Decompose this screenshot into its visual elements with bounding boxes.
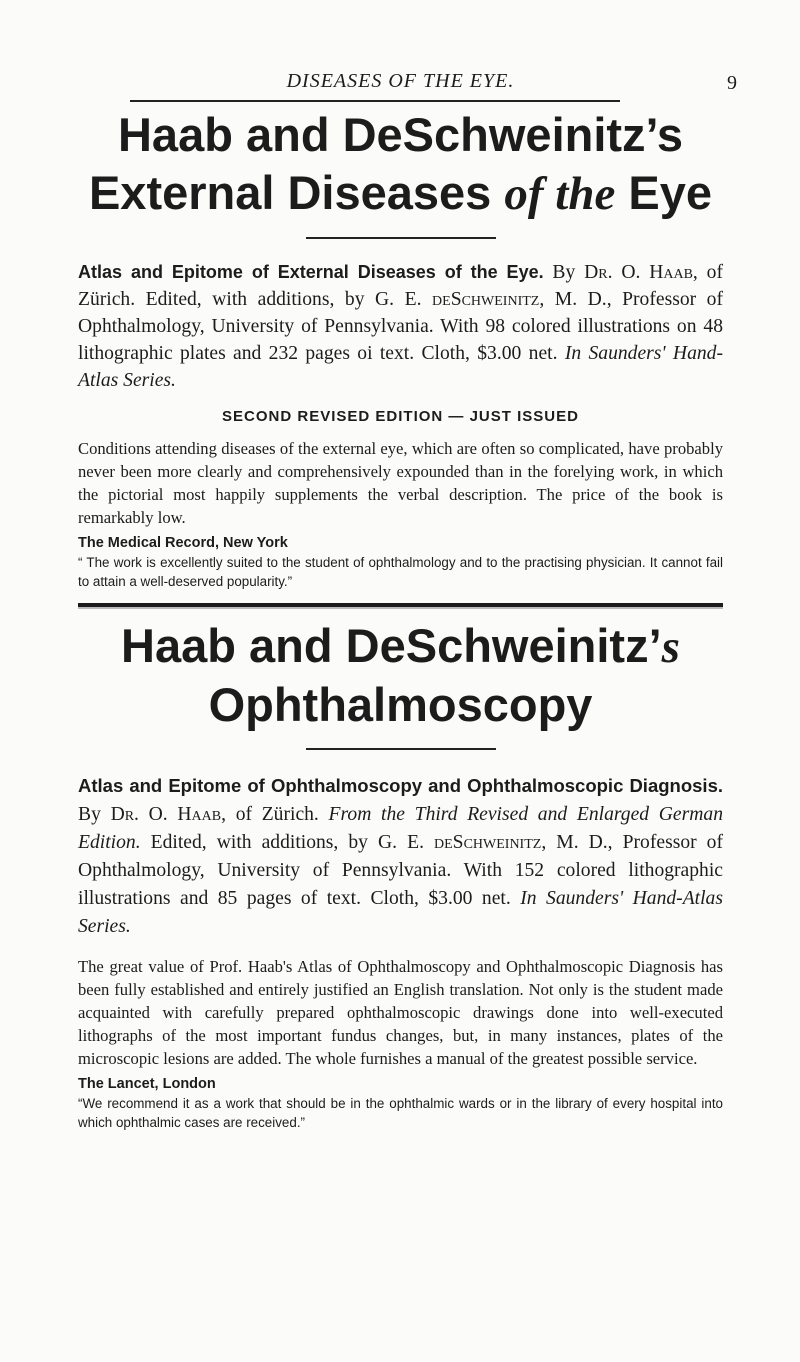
book-title-line1 <box>78 617 723 676</box>
title-of-the: of the <box>504 168 616 220</box>
editor-name: deSchweinitz, <box>434 832 547 853</box>
title-rule <box>306 748 496 750</box>
book-blurb: Conditions attending diseases of the external eye, which are often so complicated, have probably never been more clearly and comprehensively expounded than in the forelying work, in which the pictorial most happily supplements the verbal description. The price of the book is remarkably low. <box>78 439 723 527</box>
book-lead: Atlas and Epitome of Ophthalmoscopy and Ophthalmoscopic Diagnosis. <box>78 775 723 796</box>
title-part-eye: Eye <box>615 166 713 219</box>
edition-source: From the Third Revised and Enlarged German Edition. <box>78 804 723 853</box>
desc-text: of Zürich. <box>226 804 329 825</box>
section-divider <box>78 603 723 607</box>
edition-notice: SECOND REVISED EDITION — JUST ISSUED <box>222 408 579 425</box>
page <box>78 0 737 1132</box>
book-description <box>78 772 723 941</box>
desc-text: of Zürich. Edited, with additions, by G. E. <box>78 262 723 310</box>
book-entry-external-diseases <box>78 106 723 591</box>
running-head <box>78 0 737 98</box>
title-part: Haab and DeSchweinitz’ <box>121 619 662 672</box>
author-name: Dr. O. Haab, <box>110 804 226 825</box>
title-rule <box>306 237 496 239</box>
running-head-title: DISEASES OF THE EYE. <box>286 70 515 92</box>
desc-text: M. D., Professor of Ophthalmology, University of Pennsylvania. With 152 colored lithographic illustrations and 85 pages of text. Cloth, $3.00 net. <box>78 832 723 909</box>
book-description <box>78 259 723 394</box>
author-name: Dr. O. Haab, <box>584 262 698 283</box>
page-number: 9 <box>727 72 737 94</box>
review-quote: “ The work is excellently suited to the student of ophthalmology and to the practising physician. It cannot fail to attain a well-deserved popularity.” <box>78 555 723 589</box>
desc-text: M. D., Professor of Ophthalmology, University of Pennsylvania. With 98 colored illustrations on 48 lithographic plates and 232 pages oi text. Cloth, $3.00 net. <box>78 289 724 364</box>
desc-by: By <box>543 262 585 283</box>
book-title-line2: Ophthalmoscopy <box>208 678 593 731</box>
review-source: The Lancet, London <box>78 1076 216 1092</box>
header-rule <box>130 100 620 102</box>
editor-name: deSchweinitz, <box>432 289 545 310</box>
title-part: External Diseases <box>88 166 505 219</box>
book-title-line2 <box>78 164 723 223</box>
title-ornament: s <box>661 621 680 673</box>
book-title <box>78 617 723 734</box>
desc-text: Edited, with additions, by G. E. <box>140 832 435 853</box>
review-quote: “We recommend it as a work that should be in the ophthalmic wards or in the library of every hospital into which ophthalmic cases are received.” <box>78 1096 723 1130</box>
book-title-line1: Haab and DeSchweinitz’s <box>117 108 683 161</box>
book-blurb: The great value of Prof. Haab's Atlas of Ophthalmoscopy and Ophthalmoscopic Diagnosis has been fully established and entirely justified an English translation. Not only is the student made acquainted with carefully prepared ophthalmoscopic drawings done into well-executed lithographs of the most important fundus changes, but, in many instances, plates of the microscopic lesions are added. The whole furnishes a manual of the greatest possible service. <box>78 957 723 1068</box>
review-source: The Medical Record, New York <box>78 535 288 551</box>
book-entry-ophthalmoscopy <box>78 617 723 1132</box>
book-title <box>78 106 723 223</box>
series-name: In Saunders' Hand-Atlas Series. <box>78 343 723 391</box>
desc-by: By <box>78 804 111 825</box>
book-lead: Atlas and Epitome of External Diseases of the Eye. <box>78 262 544 282</box>
series-name: In Saunders' Hand-Atlas Series. <box>78 888 723 937</box>
